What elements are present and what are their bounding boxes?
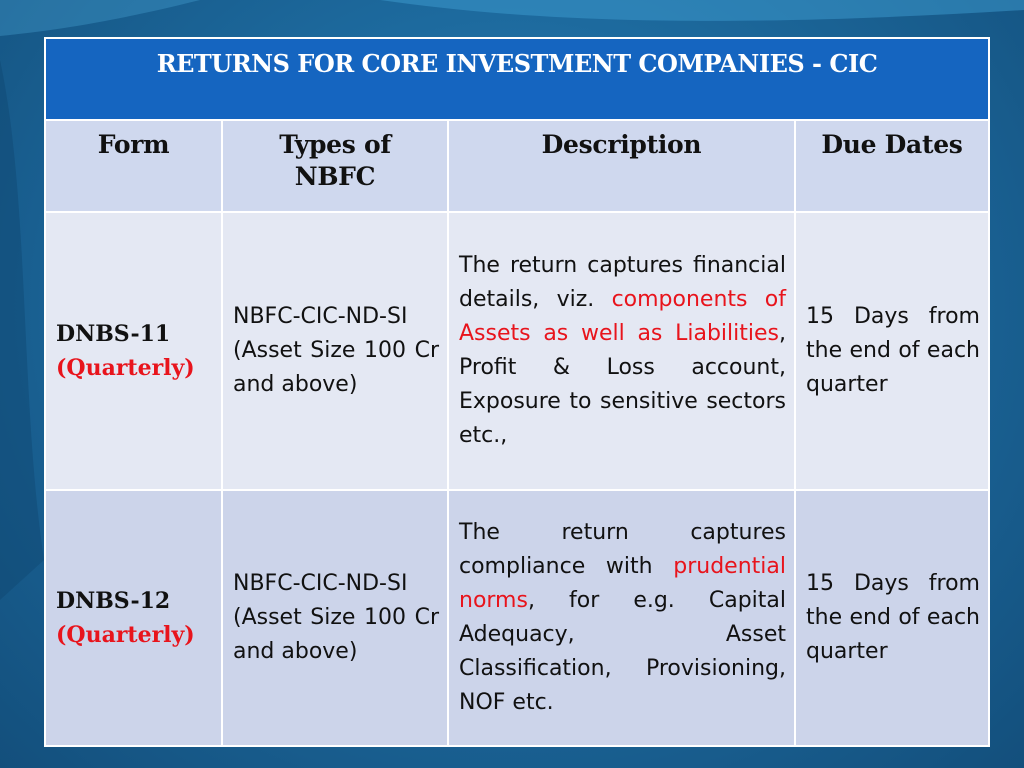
form-frequency: (Quarterly) (56, 622, 195, 648)
description-text: The return captures financial details, viz. (459, 253, 786, 312)
description-text-end: , Profit & Loss account, Exposure to sensitive sectors etc., (459, 321, 786, 448)
table-row (45, 490, 989, 746)
description-text: The return captures compliance with (459, 520, 786, 579)
description-highlight: prudential norms (459, 554, 786, 613)
returns-table (44, 37, 990, 747)
due-date: 15 Days from the end of each quarter (795, 212, 989, 490)
description-cell (448, 490, 795, 746)
nbfc-type: NBFC-CIC-ND-SI (Asset Size 100 Cr and above) (222, 490, 448, 746)
header-form: Form (45, 120, 222, 212)
description-text-end: , for e.g. Capital Adequacy, Asset Classification, Provisioning, NOF etc. (459, 588, 786, 715)
form-cell (45, 490, 222, 746)
table-row (45, 212, 989, 490)
slide-title: RETURNS FOR CORE INVESTMENT COMPANIES - CIC (45, 38, 989, 120)
form-cell (45, 212, 222, 490)
due-date: 15 Days from the end of each quarter (795, 490, 989, 746)
description-cell (448, 212, 795, 490)
form-frequency: (Quarterly) (56, 355, 195, 381)
description-highlight: components of Assets as well as Liabilities (459, 287, 786, 346)
header-types-of-nbfc: Types of NBFC (222, 120, 448, 212)
form-name: DNBS-11 (56, 321, 171, 347)
table-header-row (45, 120, 989, 212)
header-due-dates: Due Dates (795, 120, 989, 212)
form-name: DNBS-12 (56, 588, 171, 614)
nbfc-type: NBFC-CIC-ND-SI (Asset Size 100 Cr and above) (222, 212, 448, 490)
header-description: Description (448, 120, 795, 212)
